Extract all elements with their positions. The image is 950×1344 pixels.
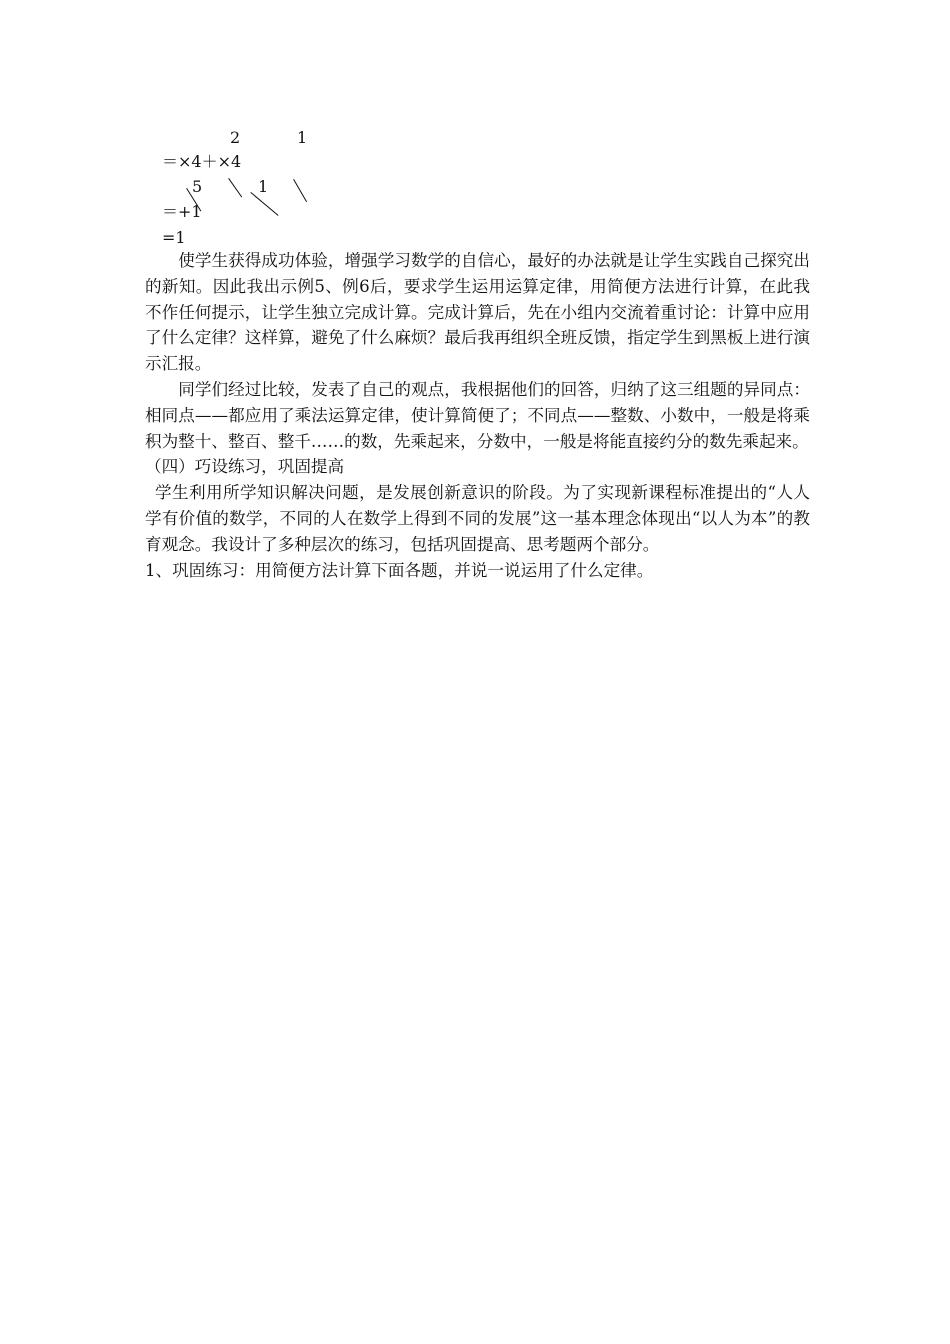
paragraph-1: 使学生获得成功体验，增强学习数学的自信心，最好的办法就是让学生实践自己探究出的新知。因此我出示例5、例6后，要求学生运用运算定律，用简便方法进行计算，在此我不作任何提示，让学生独立完成计算。完成计算后，先在小组内交流着重讨论：计算中应用了什么定律？这样算，避免了什么麻烦？最后我再组织全班反馈，指定学生到黑板上进行演示汇报。 [145,251,810,374]
equation-line-1: ＝×4＋×4 [162,152,242,171]
equation-line-2: ＝+1 [162,202,202,221]
exercise-item-1: 1、巩固练习：用简便方法计算下面各题，并说一说运用了什么定律。 [145,560,654,580]
equation-line-3: =1 [162,228,186,247]
cancel-stroke-2 [228,178,242,198]
numerator-1: 2 [230,128,241,147]
denominator-2: 1 [258,177,269,196]
paragraph-3: 学生利用所学知识解决问题，是发展创新意识的阶段。为了实现新课程标准提出的“人人学有价值的数学，不同的人在数学上得到不同的发展”这一基本理念体现出“以人为本”的教育观念。我设计了多种层次的练习，包括巩固提高、思考题两个部分。 [145,483,810,554]
cancel-stroke-4 [293,179,307,202]
calculation-steps [0,0,950,250]
section-heading: （四）巧设练习，巩固提高 [145,457,345,477]
denominator-1: 5 [192,177,203,196]
numerator-2: 1 [297,128,308,147]
paragraph-2: 同学们经过比较，发表了自己的观点，我根据他们的回答，归纳了这三组题的异同点：相同点——都应用了乘法运算定律，使计算简便了；不同点——整数、小数中，一般是将乘积为整十、整百、整千……的数，先乘起来，分数中，一般是将能直接约分的数先乘起来。 [145,379,810,451]
document-body [145,248,810,583]
